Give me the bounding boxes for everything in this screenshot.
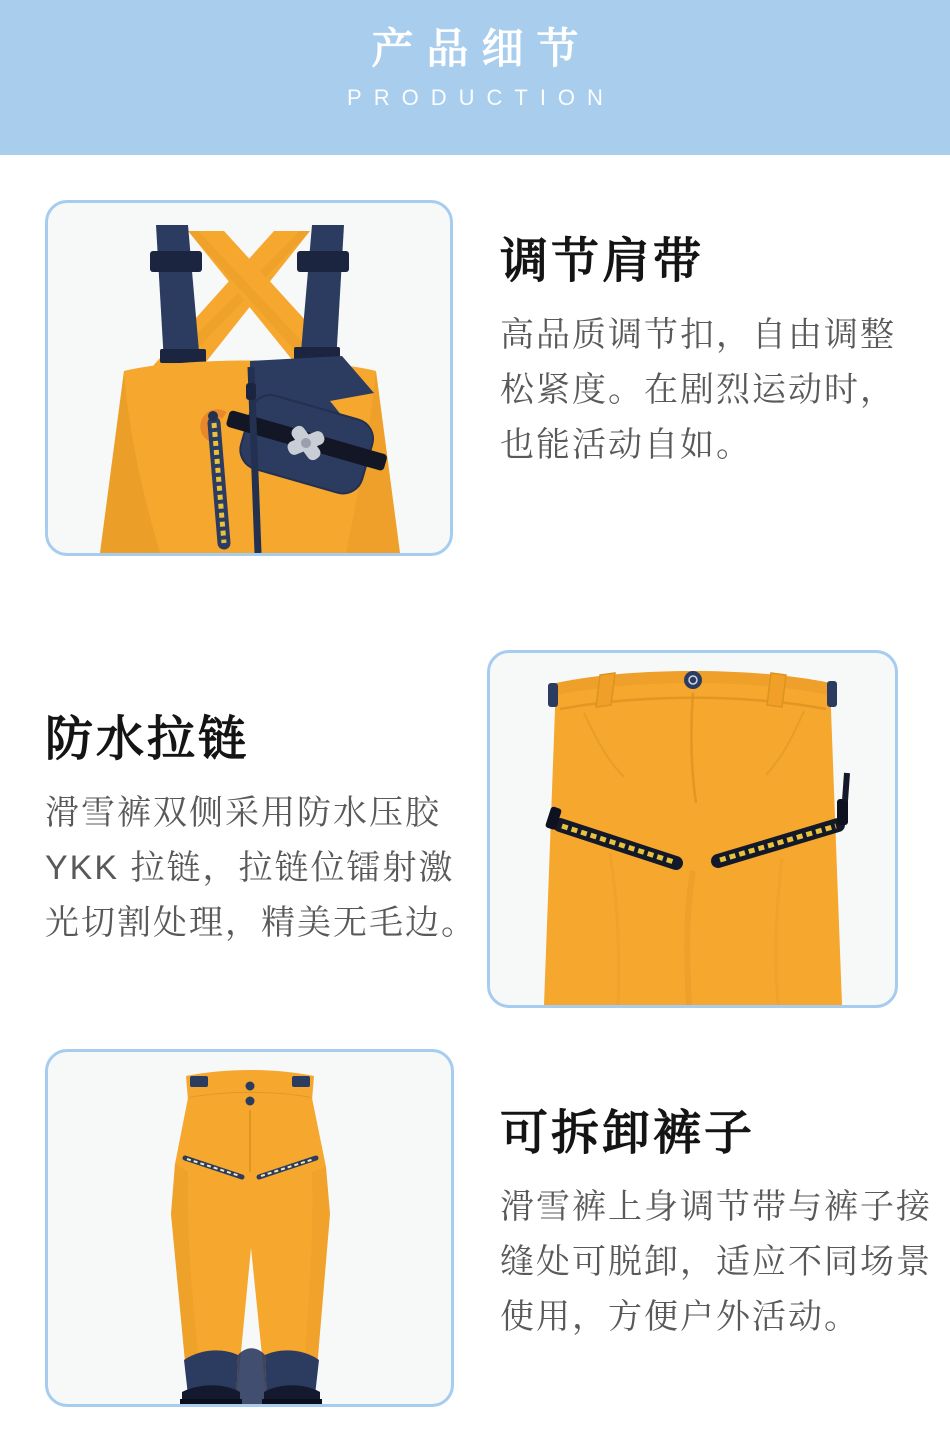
full-ski-pants-front-photo — [48, 1052, 451, 1404]
feature-copy-shoulder-strap — [500, 234, 940, 473]
section-header-banner — [0, 0, 950, 155]
page-subtitle: PRODUCTION — [347, 85, 615, 110]
feature-body-line: 使用，方便户外活动。 — [500, 1298, 860, 1336]
pants-waist-photo-card — [487, 650, 898, 1008]
feature-body-line: YKK 拉链，拉链位镭射激 — [45, 849, 455, 887]
feature-title: 防水拉链 — [45, 713, 250, 766]
feature-body-line: 高品质调节扣，自由调整 — [500, 316, 896, 354]
page-title: 产品细节 — [371, 25, 592, 72]
feature-title: 调节肩带 — [500, 235, 705, 288]
bib-ski-pants-top-crossed-straps-photo — [48, 203, 450, 553]
full-pants-photo-card — [45, 1049, 454, 1407]
feature-body-line: 缝处可脱卸，适应不同场景 — [500, 1243, 932, 1281]
feature-copy-detachable-pants — [500, 1106, 948, 1345]
feature-body-line: 松紧度。在剧烈运动时， — [500, 371, 896, 409]
bib-ski-pants-photo-card — [45, 200, 453, 556]
feature-copy-waterproof-zipper — [45, 712, 490, 951]
feature-body-line: 滑雪裤上身调节带与裤子接 — [500, 1188, 932, 1226]
feature-body-line: 也能活动自如。 — [500, 426, 752, 464]
feature-title: 可拆卸裤子 — [500, 1107, 756, 1160]
feature-body-line: 滑雪裤双侧采用防水压胶 — [45, 794, 441, 832]
pants-waist-diagonal-zippers-photo — [490, 653, 895, 1005]
feature-body-line: 光切割处理，精美无毛边。 — [45, 904, 477, 942]
